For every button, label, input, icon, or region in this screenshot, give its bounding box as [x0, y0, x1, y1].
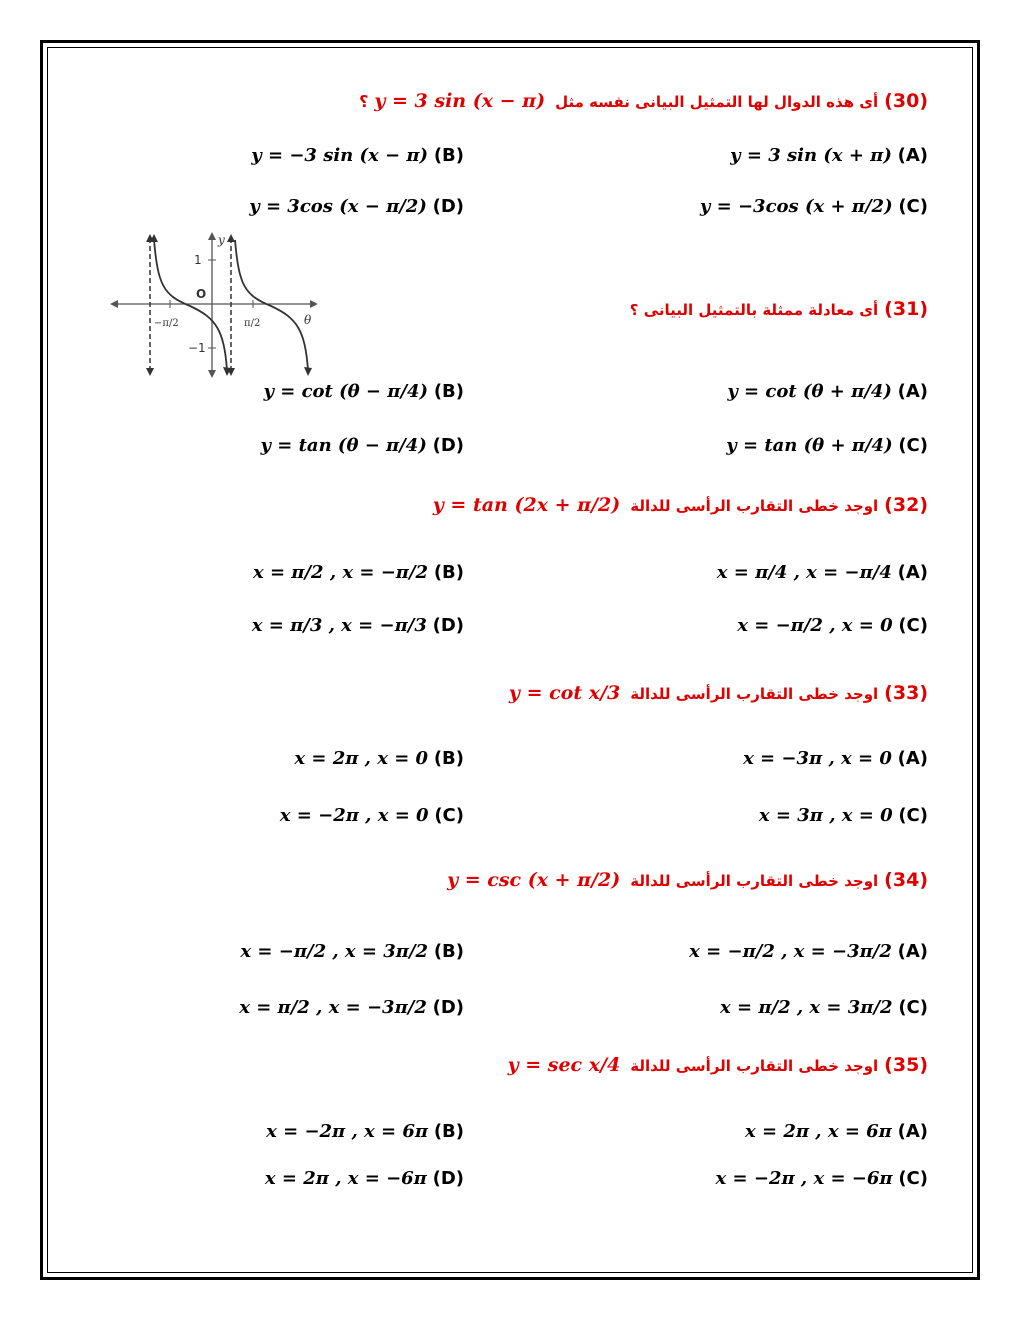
x-tick-label-left: −π/2	[154, 318, 179, 329]
option-label: (B)	[433, 748, 464, 769]
option-expression: y = tan (θ − π/4)	[260, 435, 427, 456]
option-expression: y = cot (θ + π/4)	[727, 381, 892, 402]
question-mark: ؟	[359, 92, 369, 111]
option-expression: x = −π/2 , x = 3π/2	[240, 941, 429, 962]
origin-label: O	[196, 287, 207, 301]
option-expression: x = π/3 , x = −π/3	[251, 615, 427, 636]
x-axis-label: θ	[304, 313, 312, 327]
option-expression: x = 2π , x = −6π	[264, 1168, 427, 1189]
option-label: (C)	[898, 805, 928, 826]
option-label: (C)	[434, 805, 464, 826]
option-expression: y = tan (θ + π/4)	[726, 435, 893, 456]
option-label: (B)	[433, 941, 464, 962]
option-label: (D)	[432, 1168, 464, 1189]
option-34-a[interactable]	[689, 941, 928, 962]
y-tick-label-top: 1	[194, 253, 202, 267]
cotangent-graph	[108, 230, 320, 380]
option-35-a[interactable]	[745, 1121, 928, 1142]
option-32-d[interactable]	[252, 615, 464, 636]
option-expression: x = 3π , x = 0	[758, 805, 893, 826]
question-number: (34)	[884, 869, 928, 891]
x-axis-arrow-left	[110, 300, 118, 308]
option-expression: x = π/2 , x = −π/2	[252, 562, 429, 583]
option-expression: x = −π/2 , x = −3π/2	[689, 941, 892, 962]
asymptote-arrow	[227, 234, 235, 242]
question-expression: y = csc (x + π/2)	[447, 869, 621, 891]
question-text: اوجد خطى التقارب الرأسى للدالة	[630, 872, 879, 890]
option-label: (C)	[898, 997, 928, 1018]
option-label: (B)	[433, 145, 464, 166]
question-34	[447, 869, 928, 891]
option-label: (A)	[897, 381, 928, 402]
option-33-a[interactable]	[743, 748, 928, 769]
option-expression: x = 2π , x = 6π	[744, 1121, 892, 1142]
option-31-a[interactable]	[727, 381, 928, 402]
question-expression: y = tan (2x + π/2)	[432, 494, 621, 516]
asymptote-arrow	[146, 368, 154, 376]
option-expression: x = 2π , x = 0	[294, 748, 429, 769]
option-30-c[interactable]	[700, 196, 928, 217]
question-30	[359, 90, 928, 112]
option-35-c[interactable]	[716, 1168, 928, 1189]
y-tick-label-bottom: −1	[188, 341, 206, 355]
option-35-d[interactable]	[265, 1168, 464, 1189]
option-label: (C)	[898, 435, 928, 456]
option-label: (C)	[898, 1168, 928, 1189]
option-label: (A)	[897, 748, 928, 769]
option-30-d[interactable]	[249, 196, 464, 217]
option-30-b[interactable]	[251, 145, 464, 166]
option-35-b[interactable]	[266, 1121, 464, 1142]
y-axis-arrow-up	[208, 232, 216, 240]
question-number: (30)	[884, 90, 928, 112]
question-number: (33)	[884, 682, 928, 704]
option-33-b[interactable]	[294, 748, 464, 769]
question-number: (35)	[884, 1054, 928, 1076]
option-label: (A)	[897, 562, 928, 583]
option-label: (A)	[897, 1121, 928, 1142]
option-expression: y = 3cos (x − π/2)	[249, 196, 427, 217]
option-label: (B)	[433, 1121, 464, 1142]
x-axis-arrow-right	[310, 300, 318, 308]
option-expression: x = π/2 , x = −3π/2	[239, 997, 427, 1018]
question-number: (32)	[884, 494, 928, 516]
question-text: اوجد خطى التقارب الرأسى للدالة	[630, 497, 879, 515]
option-label: (C)	[898, 615, 928, 636]
option-34-d[interactable]	[239, 997, 464, 1018]
option-expression: y = 3 sin (x + π)	[730, 145, 892, 166]
question-text: اوجد خطى التقارب الرأسى للدالة	[630, 685, 879, 703]
option-expression: x = π/2 , x = 3π/2	[720, 997, 893, 1018]
option-label: (C)	[898, 196, 928, 217]
question-32	[433, 494, 928, 516]
option-32-b[interactable]	[253, 562, 464, 583]
question-expression: y = 3 sin (x − π)	[374, 90, 546, 112]
option-label: (A)	[897, 145, 928, 166]
option-30-a[interactable]	[730, 145, 928, 166]
option-label: (B)	[433, 381, 464, 402]
option-expression: y = −3 sin (x − π)	[251, 145, 429, 166]
option-32-a[interactable]	[717, 562, 928, 583]
option-31-c[interactable]	[726, 435, 928, 456]
option-34-b[interactable]	[240, 941, 464, 962]
option-33-c[interactable]	[759, 805, 928, 826]
question-35	[508, 1054, 928, 1076]
option-label: (A)	[897, 941, 928, 962]
option-label: (B)	[433, 562, 464, 583]
option-expression: x = −2π , x = −6π	[715, 1168, 893, 1189]
question-33	[509, 682, 928, 704]
option-31-b[interactable]	[264, 381, 464, 402]
option-expression: x = −π/2 , x = 0	[737, 615, 893, 636]
option-33-c-left[interactable]	[280, 805, 464, 826]
question-text: أى معادلة ممثلة بالتمثيل البيانى ؟	[629, 301, 879, 319]
option-expression: x = −2π , x = 0	[279, 805, 429, 826]
option-expression: x = −3π , x = 0	[743, 748, 892, 769]
curve-arrow	[304, 367, 312, 376]
option-label: (D)	[432, 435, 464, 456]
option-expression: y = cot (θ − π/4)	[263, 381, 429, 402]
question-expression: y = cot x/3	[508, 682, 621, 704]
question-text: اوجد خطى التقارب الرأسى للدالة	[630, 1057, 879, 1075]
option-34-c[interactable]	[720, 997, 928, 1018]
y-axis-arrow-down	[208, 370, 216, 378]
option-label: (D)	[432, 997, 464, 1018]
option-32-c[interactable]	[737, 615, 928, 636]
option-expression: x = π/4 , x = −π/4	[716, 562, 892, 583]
y-axis-label: y	[218, 233, 225, 247]
curve-branch-2	[235, 240, 308, 370]
question-text: أى هذه الدوال لها التمثيل البيانى نفسه مثل	[555, 93, 879, 111]
question-number: (31)	[884, 298, 928, 320]
x-tick-label-right: π/2	[244, 318, 261, 329]
question-expression: y = sec x/4	[507, 1054, 621, 1076]
option-expression: y = −3cos (x + π/2)	[699, 196, 893, 217]
option-label: (D)	[432, 196, 464, 217]
option-expression: x = −2π , x = 6π	[266, 1121, 429, 1142]
option-label: (D)	[432, 615, 464, 636]
option-31-d[interactable]	[261, 435, 464, 456]
question-31	[630, 298, 928, 320]
